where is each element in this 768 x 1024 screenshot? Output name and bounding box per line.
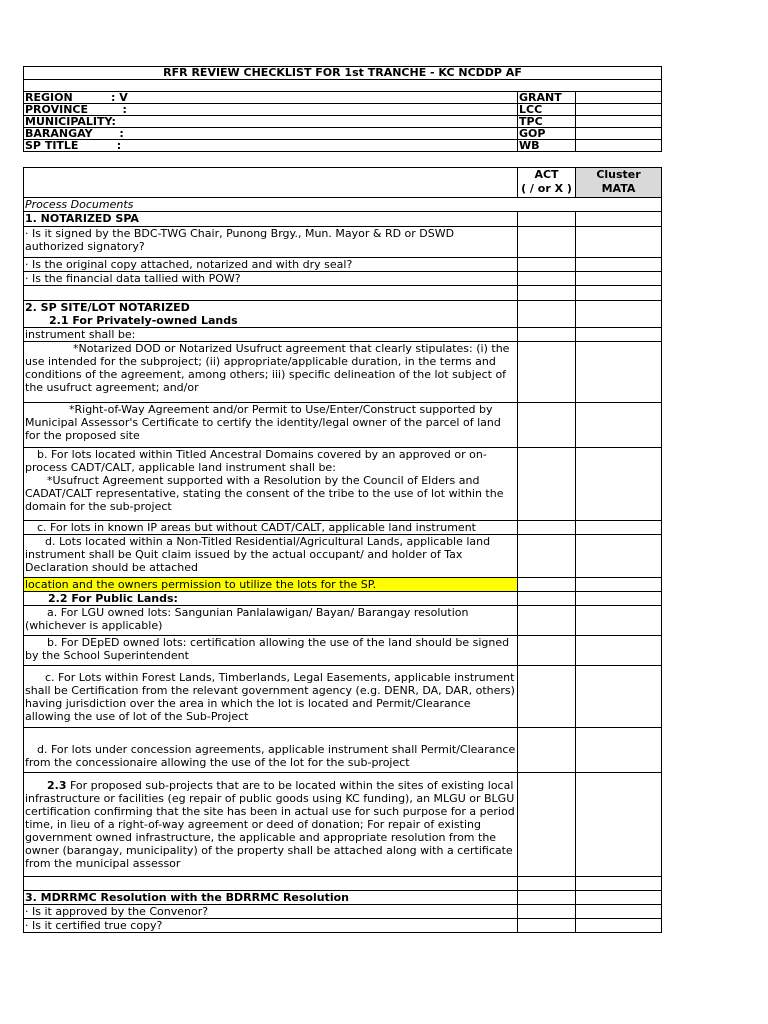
checklist-item: *Right-of-Way Agreement and/or Permit to Use/Enter/Construct supported by Municipal Assessor's Certificate to certify the identity/legal owner of the parcel of land for the proposed site bbox=[24, 403, 518, 448]
checklist-sheet bbox=[23, 66, 661, 933]
process-documents-label: Process Documents bbox=[24, 198, 662, 212]
checklist-item: 2.3 For proposed sub-projects that are to be located within the sites of existing local infrastructure or facilities (eg repair of public goods using KC funding), an MLGU or BLGU certification confirming that the site has been in actual use for such purpose for a period time, in lieu of a right-of-way agreement or deed of donation; For repair of existing government owned infrastructure, the applicable and appropriate resolution from the owner (barangay, municipality) of the property shall be attached along with a certificate from the municipal assessor bbox=[24, 773, 518, 877]
checklist-item: · Is the financial data tallied with POW? bbox=[24, 272, 518, 286]
mata-cell[interactable] bbox=[576, 403, 662, 448]
sp-title-label: SP TITLE : bbox=[24, 140, 518, 152]
checklist-item: d. Lots located within a Non-Titled Residential/Agricultural Lands, applicable land instrument shall be Quit claim issued by the actual occupant/ and holder of Tax Declaration should be attached bbox=[24, 535, 518, 578]
wb-label: WB bbox=[518, 140, 576, 152]
act-cell[interactable] bbox=[518, 891, 576, 905]
tpc-label: TPC bbox=[518, 116, 576, 128]
mata-cell[interactable] bbox=[576, 592, 662, 606]
cluster-mata-column-header: Cluster MATA bbox=[576, 168, 662, 198]
mata-cell[interactable] bbox=[576, 666, 662, 728]
act-cell[interactable] bbox=[518, 227, 576, 258]
act-cell[interactable] bbox=[518, 773, 576, 877]
gop-value[interactable] bbox=[576, 128, 662, 140]
page-title: RFR REVIEW CHECKLIST FOR 1st TRANCHE - KC NCDDP AF bbox=[24, 67, 662, 80]
mata-cell[interactable] bbox=[576, 272, 662, 286]
region-label: REGION : V bbox=[24, 92, 518, 104]
checklist-item: · Is it approved by the Convenor? bbox=[24, 905, 518, 919]
tpc-value[interactable] bbox=[576, 116, 662, 128]
mata-cell[interactable] bbox=[576, 636, 662, 666]
grant-label: GRANT bbox=[518, 92, 576, 104]
subsection-2-1-heading: 2.1 For Privately-owned Lands bbox=[49, 314, 238, 327]
checklist-item: instrument shall be: bbox=[24, 328, 518, 342]
checklist-item: d. For lots under concession agreements, applicable instrument shall Permit/Clearance from the concessionaire allowing the use of the lot for the sub-project bbox=[24, 728, 518, 773]
mata-cell[interactable] bbox=[576, 301, 662, 328]
mata-cell[interactable] bbox=[576, 212, 662, 227]
mata-cell[interactable] bbox=[576, 258, 662, 272]
act-cell[interactable] bbox=[518, 728, 576, 773]
act-cell[interactable] bbox=[518, 212, 576, 227]
act-cell[interactable] bbox=[518, 666, 576, 728]
gop-label: GOP bbox=[518, 128, 576, 140]
act-column-header: ACT ( / or X ) bbox=[518, 168, 576, 198]
grant-value[interactable] bbox=[576, 92, 662, 104]
checklist-item: · Is the original copy attached, notarized and with dry seal? bbox=[24, 258, 518, 272]
checklist-table bbox=[23, 167, 662, 933]
highlighted-item: location and the owners permission to utilize the lots for the SP. bbox=[24, 578, 518, 592]
act-cell[interactable] bbox=[518, 301, 576, 328]
municipality-label: MUNICIPALITY: bbox=[24, 116, 518, 128]
checklist-item: a. For LGU owned lots: Sangunian Panlalawigan/ Bayan/ Barangay resolution (whichever is applicable) bbox=[24, 606, 518, 636]
mata-cell[interactable] bbox=[576, 328, 662, 342]
section-2-heading: 2. SP SITE/LOT NOTARIZED 2.1 For Privately-owned Lands bbox=[24, 301, 518, 328]
checklist-item: c. For Lots within Forest Lands, Timberlands, Legal Easements, applicable instrument shall be Certification from the relevant government agency (e.g. DENR, DA, DAR, others) having jurisdiction over the area in which the lot is located and Permit/Clearance allowing the use of lot of the Sub-Project bbox=[24, 666, 518, 728]
mata-cell[interactable] bbox=[576, 578, 662, 592]
act-cell[interactable] bbox=[518, 521, 576, 535]
act-cell[interactable] bbox=[518, 578, 576, 592]
checklist-item: b. For lots located within Titled Ancestral Domains covered by an approved or on-process CADT/CALT, applicable land instrument shall be: *Usufruct Agreement supported with a Resolution by the Council of Elders and CADAT/CALT representative, stating the consent of the tribe to the use of lot within the domain for the sub-project bbox=[24, 448, 518, 521]
act-cell[interactable] bbox=[518, 592, 576, 606]
mata-cell[interactable] bbox=[576, 342, 662, 403]
act-cell[interactable] bbox=[518, 258, 576, 272]
section-1-heading: 1. NOTARIZED SPA bbox=[24, 212, 518, 227]
act-cell[interactable] bbox=[518, 342, 576, 403]
mata-cell[interactable] bbox=[576, 448, 662, 521]
act-cell[interactable] bbox=[518, 636, 576, 666]
checklist-item: b. For DEpED owned lots: certification allowing the use of the land should be signed by the School Superintendent bbox=[24, 636, 518, 666]
province-label: PROVINCE : bbox=[24, 104, 518, 116]
subsection-2-3-number: 2.3 bbox=[47, 779, 67, 792]
barangay-label: BARANGAY : bbox=[24, 128, 518, 140]
subsection-2-2-heading: 2.2 For Public Lands: bbox=[24, 592, 518, 606]
mata-cell[interactable] bbox=[576, 773, 662, 877]
mata-cell[interactable] bbox=[576, 728, 662, 773]
lcc-label: LCC bbox=[518, 104, 576, 116]
lcc-value[interactable] bbox=[576, 104, 662, 116]
act-cell[interactable] bbox=[518, 905, 576, 919]
checklist-item: *Notarized DOD or Notarized Usufruct agreement that clearly stipulates: (i) the use intended for the subproject; (ii) appropriate/applicable duration, in the terms and conditions of the agreement, among others; iii) specific delineation of the lot subject of the usufruct agreement; and/or bbox=[24, 342, 518, 403]
act-cell[interactable] bbox=[518, 448, 576, 521]
mata-cell[interactable] bbox=[576, 919, 662, 933]
mata-cell[interactable] bbox=[576, 521, 662, 535]
mata-cell[interactable] bbox=[576, 227, 662, 258]
header-table bbox=[23, 66, 662, 152]
mata-cell[interactable] bbox=[576, 891, 662, 905]
section-3-heading: 3. MDRRMC Resolution with the BDRRMC Resolution bbox=[24, 891, 518, 905]
wb-value[interactable] bbox=[576, 140, 662, 152]
act-cell[interactable] bbox=[518, 272, 576, 286]
act-cell[interactable] bbox=[518, 919, 576, 933]
act-cell[interactable] bbox=[518, 403, 576, 448]
mata-cell[interactable] bbox=[576, 606, 662, 636]
mata-cell[interactable] bbox=[576, 535, 662, 578]
mata-cell[interactable] bbox=[576, 905, 662, 919]
checklist-item: · Is it signed by the BDC-TWG Chair, Punong Brgy., Mun. Mayor & RD or DSWD authorized signatory? bbox=[24, 227, 518, 258]
act-cell[interactable] bbox=[518, 328, 576, 342]
act-cell[interactable] bbox=[518, 535, 576, 578]
checklist-item: c. For lots in known IP areas but without CADT/CALT, applicable land instrument bbox=[24, 521, 518, 535]
checklist-item: · Is it certified true copy? bbox=[24, 919, 518, 933]
act-cell[interactable] bbox=[518, 606, 576, 636]
